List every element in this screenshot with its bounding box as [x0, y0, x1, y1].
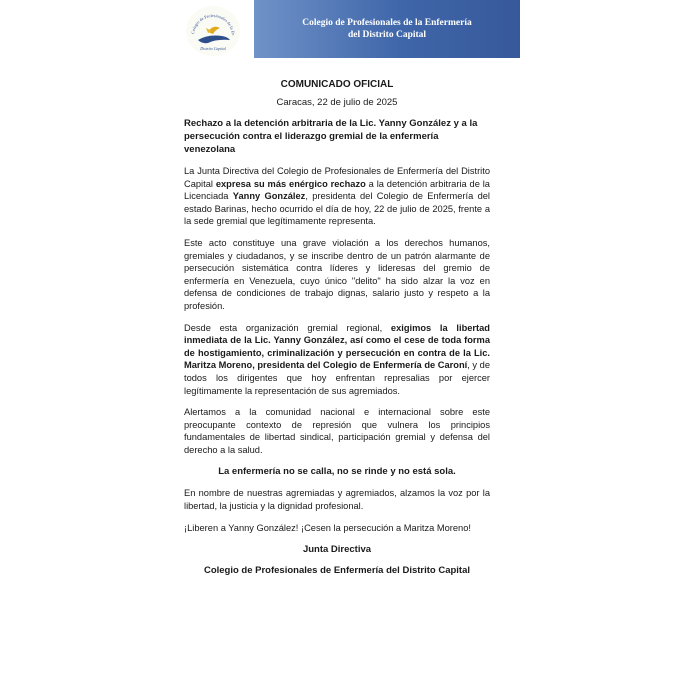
paragraph-1 [184, 165, 490, 228]
letterhead [160, 0, 520, 60]
p1-bold-name: Yanny González [232, 191, 306, 202]
p1-bold-rejection: expresa su más enérgico rechazo [215, 178, 366, 189]
banner-title [254, 17, 520, 41]
college-logo [186, 6, 240, 56]
banner-line-1: Colegio de Profesionales de la Enfermería [302, 18, 472, 28]
header-banner [254, 0, 520, 58]
paragraph-5: En nombre de nuestras agremiadas y agremiados, alzamos la voz por la libertad, la justicia y la dignidad profesional. [184, 488, 490, 512]
hand-icon [198, 36, 230, 44]
signature-college: Colegio de Profesionales de Enfermería del Distrito Capital [203, 565, 471, 577]
logo-sub-text: Distrito Capital [200, 46, 226, 51]
communique-subject: Rechazo a la detención arbitraria de la Lic. Yanny González y a la persecución contra el liderazgo gremial de la enfermería venezolana [184, 118, 478, 155]
college-logo-graphic [186, 6, 240, 56]
communique-body [184, 78, 490, 577]
logo-arc-text: Colegio de Profesionales de la En [190, 12, 237, 36]
communique-date: Caracas, 22 de julio de 2025 [276, 97, 398, 108]
slogan: La enfermería no se calla, no se rinde y no está sola. [218, 466, 456, 478]
p3-bold-demand: exigimos la libertad inmediata de la Lic. Yanny González, así como el cese de toda forma de hostigamiento, criminalización y persecución en contra de la Lic. Maritza Moreno, presidenta del Colegio de Enfermería de Caroní [184, 322, 490, 371]
banner-line-2: del Distrito Capital [347, 30, 427, 40]
p3-text-c: , y de todos los dirigentes que hoy enfrentan represalias por ejercer legítimamente la representación de sus agremiados. [184, 360, 490, 396]
document-page [160, 0, 520, 680]
p3-text-a: Desde esta organización gremial regional, [184, 322, 391, 333]
communique-title: COMUNICADO OFICIAL [280, 79, 394, 90]
paragraph-3 [184, 322, 490, 398]
p1-text-c: a la detención arbitraria de la Licenciada [184, 178, 490, 202]
paragraph-6: ¡Liberen a Yanny González! ¡Cesen la persecución a Maritza Moreno! [184, 522, 471, 533]
paragraph-2: Este acto constituye una grave violación a los derechos humanos, gremiales y ciudadanos, y se inscribe dentro de un patrón alarmante de persecución sistemática contra líderes y lideresas del gremio de enfermería en Venezuela, cuyo único "delito" ha sido alzar la voz en defensa de condiciones de trabajo dignas, salario justo y respeto a la profesión. [184, 237, 490, 311]
signature-board: Junta Directiva [302, 544, 372, 556]
p1-text-a: La Junta Directiva del Colegio de Profesionales de Enfermería del Distrito Capital [184, 166, 490, 189]
paragraph-4: Alertamos a la comunidad nacional e internacional sobre este preocupante contexto de represión que vulnera los principios fundamentales de libertad sindical, participación gremial y defensa del derecho a la salud. [184, 407, 490, 455]
p1-text-e: , presidenta del Colegio de Enfermería del estado Barinas, hecho ocurrido el día de hoy, 22 de julio de 2025, frente a la sede gremial que legítimamente representa. [184, 191, 490, 227]
